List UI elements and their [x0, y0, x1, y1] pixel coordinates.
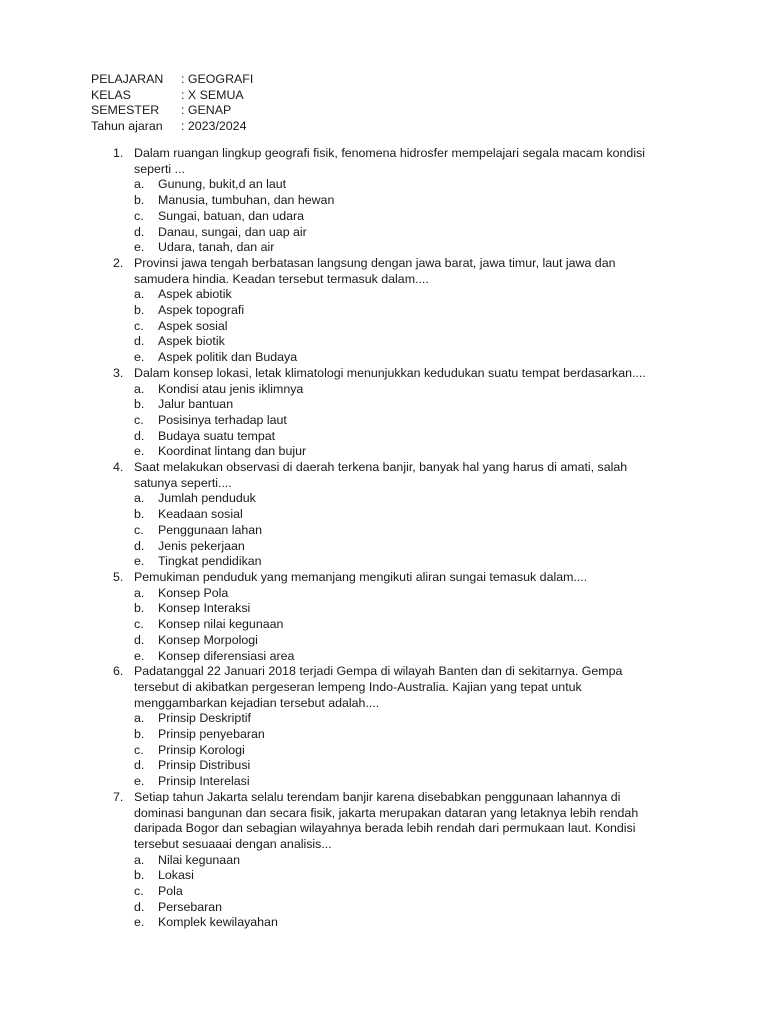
option-list	[134, 853, 653, 932]
header-row-class	[91, 88, 253, 104]
option-letter: b.	[134, 193, 145, 208]
question-text: Dalam ruangan lingkup geografi fisik, fenomena hidrosfer mempelajari segala macam kondisi seperti ...	[134, 146, 646, 176]
answer-option	[134, 554, 653, 570]
question-number: 4.	[113, 460, 124, 475]
answer-option	[134, 758, 653, 774]
answer-option	[134, 539, 653, 555]
option-letter: a.	[134, 177, 145, 192]
answer-option	[134, 601, 653, 617]
header-row-subject	[91, 72, 253, 88]
option-letter: e.	[134, 648, 145, 663]
question-number: 7.	[113, 789, 124, 804]
option-letter: b.	[134, 303, 145, 318]
option-letter: d.	[134, 899, 145, 914]
option-text: Posisinya terhadap laut	[158, 412, 287, 427]
option-letter: b.	[134, 397, 145, 412]
option-letter: e.	[134, 240, 145, 255]
question-text: Pemukiman penduduk yang memanjang mengikuti aliran sungai temasuk dalam....	[134, 569, 588, 584]
option-text: Danau, sungai, dan uap air	[158, 224, 307, 239]
answer-option	[134, 507, 653, 523]
question-text: Saat melakukan observasi di daerah terkena banjir, banyak hal yang harus di amati, salah satunya seperti....	[134, 460, 628, 490]
answer-option	[134, 774, 653, 790]
answer-option	[134, 225, 653, 241]
answer-option	[134, 240, 653, 256]
header-value: : GENAP	[181, 103, 232, 118]
answer-option	[134, 586, 653, 602]
question-item	[113, 570, 653, 664]
option-text: Konsep Pola	[158, 585, 229, 600]
option-letter: d.	[134, 538, 145, 553]
option-text: Persebaran	[158, 899, 223, 914]
option-letter: c.	[134, 884, 144, 899]
answer-option	[134, 727, 653, 743]
option-letter: d.	[134, 428, 145, 443]
header-value: : X SEMUA	[181, 87, 244, 102]
option-text: Jalur bantuan	[158, 397, 234, 412]
option-text: Konsep Morpologi	[158, 632, 258, 647]
option-letter: a.	[134, 711, 145, 726]
option-letter: a.	[134, 287, 145, 302]
answer-option	[134, 303, 653, 319]
header-row-year	[91, 119, 253, 135]
option-text: Konsep Interaksi	[158, 601, 251, 616]
option-text: Komplek kewilayahan	[158, 915, 278, 930]
answer-option	[134, 633, 653, 649]
answer-option	[134, 287, 653, 303]
exam-header	[91, 72, 253, 135]
option-list	[134, 382, 653, 461]
option-text: Prinsip Interelasi	[158, 774, 250, 789]
question-number: 1.	[113, 146, 124, 160]
option-list	[134, 586, 653, 665]
answer-option	[134, 397, 653, 413]
header-label: SEMESTER	[91, 103, 160, 118]
question-text: Dalam konsep lokasi, letak klimatologi menunjukkan kedudukan suatu tempat berdasarkan....	[134, 365, 646, 380]
option-text: Tingkat pendidikan	[158, 554, 262, 569]
option-letter: d.	[134, 224, 145, 239]
answer-option	[134, 649, 653, 665]
answer-option	[134, 617, 653, 633]
option-text: Aspek biotik	[158, 334, 225, 349]
option-text: Koordinat lintang dan bujur	[158, 444, 307, 459]
option-letter: b.	[134, 868, 145, 883]
question-item	[113, 664, 653, 790]
option-text: Budaya suatu tempat	[158, 428, 276, 443]
question-number: 6.	[113, 664, 124, 679]
option-text: Prinsip Distribusi	[158, 758, 251, 773]
option-text: Gunung, bukit,d an laut	[158, 177, 287, 192]
header-label: KELAS	[91, 87, 131, 102]
answer-option	[134, 915, 653, 931]
option-letter: b.	[134, 727, 145, 742]
option-letter: c.	[134, 208, 144, 223]
option-letter: d.	[134, 758, 145, 773]
answer-option	[134, 743, 653, 759]
answer-option	[134, 334, 653, 350]
answer-option	[134, 382, 653, 398]
option-text: Penggunaan lahan	[158, 522, 263, 537]
option-letter: a.	[134, 585, 145, 600]
option-letter: d.	[134, 334, 145, 349]
option-text: Prinsip Korologi	[158, 742, 245, 757]
header-label: Tahun ajaran	[91, 119, 163, 134]
option-text: Lokasi	[158, 868, 194, 883]
question-list	[113, 146, 653, 931]
option-text: Keadaan sosial	[158, 507, 243, 522]
answer-option	[134, 193, 653, 209]
answer-option	[134, 523, 653, 539]
option-text: Aspek abiotik	[158, 287, 232, 302]
option-text: Sungai, batuan, dan udara	[158, 208, 305, 223]
option-letter: c.	[134, 617, 144, 632]
option-text: Aspek politik dan Budaya	[158, 350, 298, 365]
option-letter: e.	[134, 350, 145, 365]
option-letter: e.	[134, 444, 145, 459]
answer-option	[134, 209, 653, 225]
option-list	[134, 177, 653, 256]
option-text: Pola	[158, 884, 183, 899]
answer-option	[134, 711, 653, 727]
header-value: : GEOGRAFI	[181, 72, 254, 86]
option-text: Aspek sosial	[158, 318, 228, 333]
option-list	[134, 711, 653, 790]
question-item	[113, 460, 653, 570]
question-text: Provinsi jawa tengah berbatasan langsung dengan jawa barat, jawa timur, laut jawa dan samudera hindia. Keadan tersebut termasuk dalam....	[134, 255, 616, 286]
answer-option	[134, 350, 653, 366]
option-text: Nilai kegunaan	[158, 852, 240, 867]
answer-option	[134, 884, 653, 900]
option-list	[134, 287, 653, 366]
option-letter: a.	[134, 491, 145, 506]
option-text: Udara, tanah, dan air	[158, 240, 275, 255]
option-letter: b.	[134, 601, 145, 616]
option-text: Konsep nilai kegunaan	[158, 617, 284, 632]
answer-option	[134, 319, 653, 335]
answer-option	[134, 429, 653, 445]
option-letter: a.	[134, 852, 145, 867]
header-label: PELAJARAN	[91, 72, 164, 86]
answer-option	[134, 177, 653, 193]
option-text: Manusia, tumbuhan, dan hewan	[158, 193, 335, 208]
header-value: : 2023/2024	[181, 119, 247, 134]
option-text: Prinsip Deskriptif	[158, 711, 251, 726]
question-item	[113, 366, 653, 460]
option-text: Kondisi atau jenis iklimnya	[158, 381, 304, 396]
option-letter: c.	[134, 412, 144, 427]
answer-option	[134, 491, 653, 507]
option-text: Jumlah penduduk	[158, 491, 256, 506]
option-letter: e.	[134, 554, 145, 569]
option-text: Jenis pekerjaan	[158, 538, 245, 553]
option-text: Konsep diferensiasi area	[158, 648, 295, 663]
option-letter: d.	[134, 632, 145, 647]
option-text: Prinsip penyebaran	[158, 727, 265, 742]
option-letter: a.	[134, 381, 145, 396]
question-number: 2.	[113, 255, 124, 270]
question-number: 5.	[113, 569, 124, 584]
question-item	[113, 256, 653, 366]
question-item	[113, 790, 653, 931]
option-letter: b.	[134, 507, 145, 522]
option-list	[134, 491, 653, 570]
option-letter: c.	[134, 318, 144, 333]
question-text: Setiap tahun Jakarta selalu terendam banjir karena disebabkan penggunaan lahannya di dominasi bangunan dan secara fisik, jakarta merupakan dataran yang letaknya lebih rendah daripada Bogor dan sebagian wilayahnya berada lebih rendah dari permukaan laut. Kondisi tersebut sesuaaai dengan analisis...	[134, 789, 639, 851]
question-number: 3.	[113, 365, 124, 380]
answer-option	[134, 868, 653, 884]
header-row-semester	[91, 103, 253, 119]
answer-option	[134, 413, 653, 429]
answer-option	[134, 900, 653, 916]
answer-option	[134, 853, 653, 869]
option-letter: e.	[134, 774, 145, 789]
option-letter: e.	[134, 915, 145, 930]
question-text: Padatanggal 22 Januari 2018 terjadi Gempa di wilayah Banten dan di sekitarnya. Gempa tersebut di akibatkan pergeseran lempeng Indo-Australia. Kajian yang tepat untuk menggambarkan kejadian tersebut adalah....	[134, 664, 623, 710]
question-item	[113, 146, 653, 256]
option-letter: c.	[134, 522, 144, 537]
option-letter: c.	[134, 742, 144, 757]
answer-option	[134, 444, 653, 460]
option-text: Aspek topografi	[158, 303, 245, 318]
